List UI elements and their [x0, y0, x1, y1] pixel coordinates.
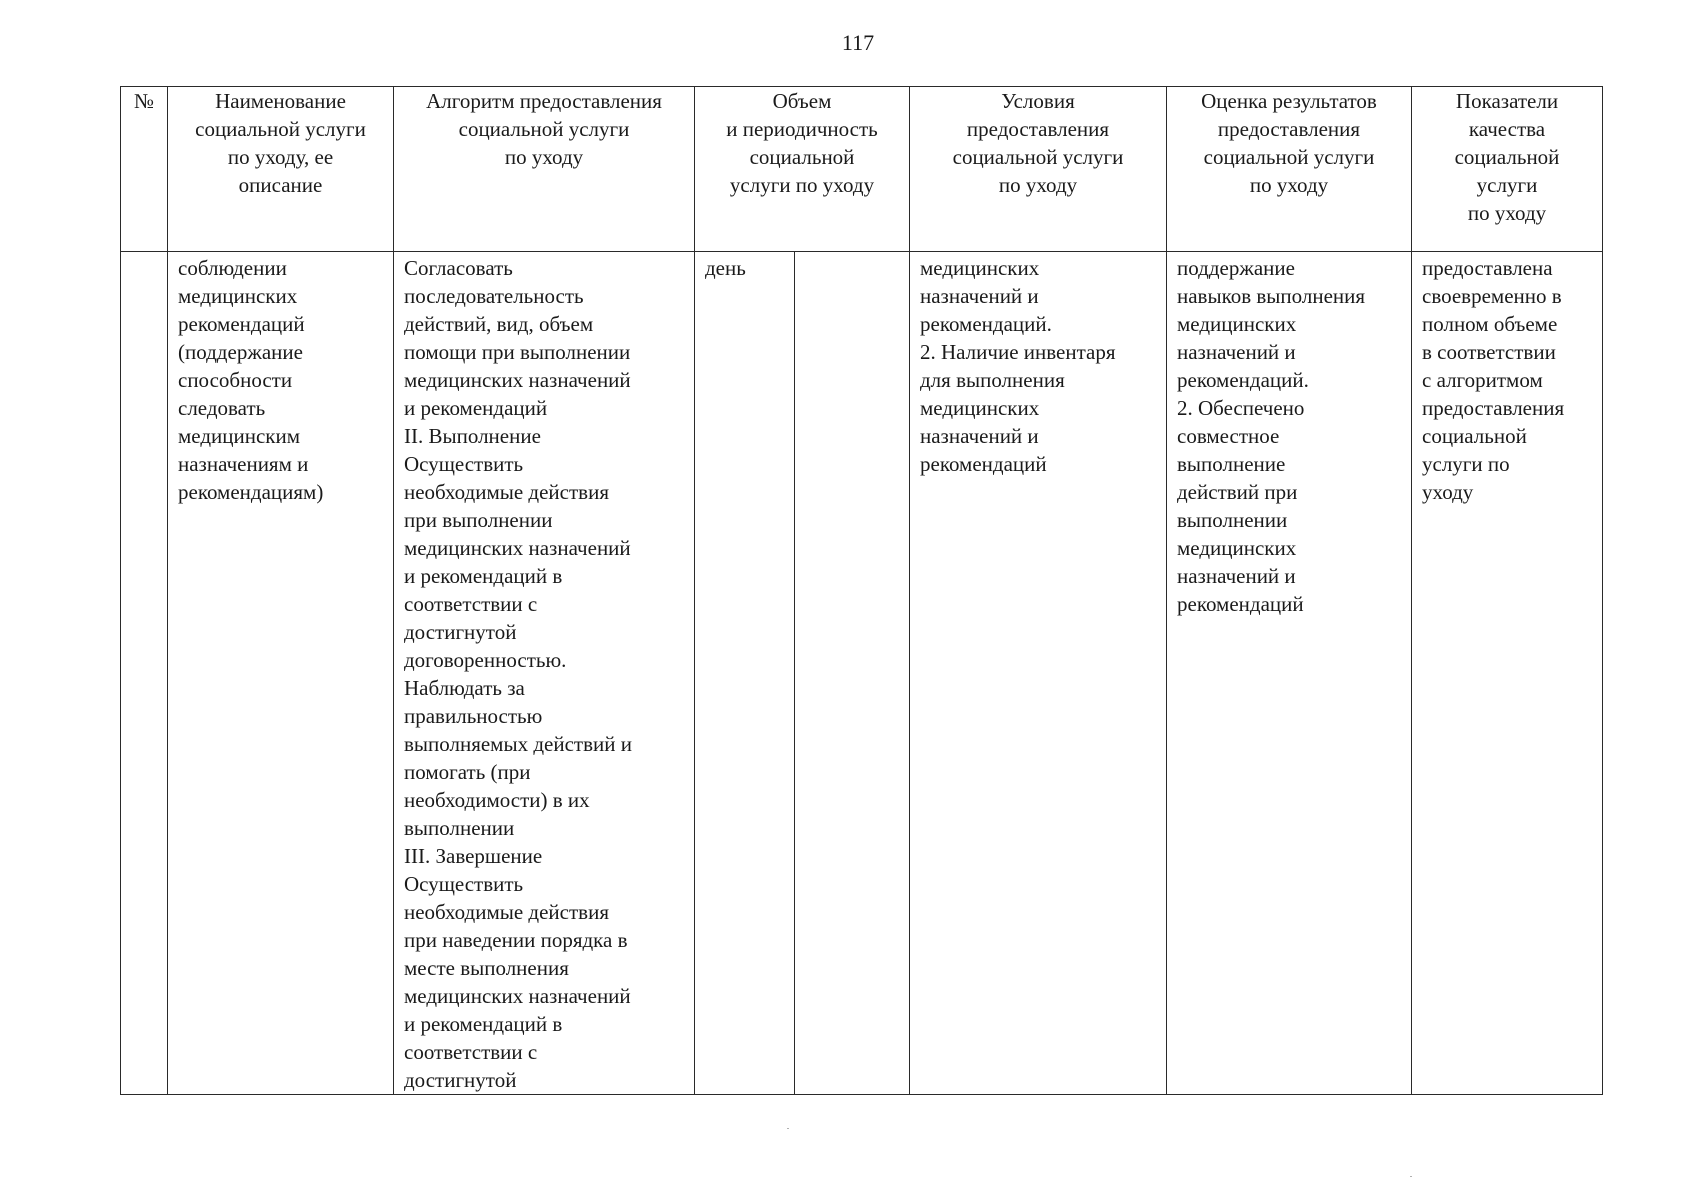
scan-speck [787, 1128, 789, 1129]
row-algorithm-text: Согласовать последовательность действий, вид, объем помощи при выполнении медицинских назначений и рекомендаций II. Выполнение Осуществить необходимые действия при выполнении медицинских назначений и рекомендаций в соответствии с достигнутой договоренностью. Наблюдать за правильностью выполняемых действий и помогать (при необходимости) в их выполнении III. Завершение Осуществить необходимые действия при наведении порядка в месте выполнения медицинских назначений и рекомендаций в соответствии с достигнутой [404, 256, 632, 1092]
header-cell-volume [695, 87, 910, 252]
header-cell-evaluation [1167, 87, 1412, 252]
row-cell-conditions [910, 252, 1167, 1095]
header-conditions-label: Условия предоставления социальной услуги по уходу [952, 89, 1124, 197]
row-cell-volume [695, 252, 910, 1095]
header-no-label: № [133, 89, 155, 113]
volume-period-text: день [695, 252, 795, 1094]
row-cell-evaluation [1167, 252, 1412, 1095]
row-cell-no [121, 252, 168, 1095]
row-evaluation-text: поддержание навыков выполнения медицинских назначений и рекомендаций. 2. Обеспечено совместное выполнение действий при выполнении медицинских назначений и рекомендаций [1177, 256, 1366, 616]
scan-speck [1410, 1176, 1412, 1177]
header-cell-conditions [910, 87, 1167, 252]
row-conditions-text: медицинских назначений и рекомендаций. 2. Наличие инвентаря для выполнения медицинских назначений и рекомендаций [920, 256, 1116, 476]
social-service-table [120, 86, 1603, 1095]
row-cell-quality [1412, 252, 1603, 1095]
volume-empty-subcell [795, 252, 909, 1094]
header-cell-algorithm [394, 87, 695, 252]
header-quality-label: Показатели качества социальной услуги по уходу [1454, 89, 1560, 225]
header-volume-label: Объем и периодичность социальной услуги по уходу [726, 89, 878, 197]
header-cell-name [168, 87, 394, 252]
header-cell-quality [1412, 87, 1603, 252]
row-cell-name [168, 252, 394, 1095]
table-row [121, 252, 1603, 1095]
row-cell-algorithm [394, 252, 695, 1095]
row-name-text: соблюдении медицинских рекомендаций (поддержание способности следовать медицинским назначениям и рекомендациям) [178, 256, 324, 504]
table-header-row [121, 87, 1603, 252]
header-evaluation-label: Оценка результатов предоставления социальной услуги по уходу [1201, 89, 1377, 197]
page-number: 117 [841, 30, 875, 55]
header-cell-no [121, 87, 168, 252]
header-algorithm-label: Алгоритм предоставления социальной услуги по уходу [426, 89, 662, 169]
volume-subcells [695, 252, 909, 1094]
header-name-label: Наименование социальной услуги по уходу, ее описание [195, 89, 366, 197]
row-quality-text: предоставлена своевременно в полном объеме в соответствии с алгоритмом предоставления социальной услуги по уходу [1422, 256, 1565, 504]
